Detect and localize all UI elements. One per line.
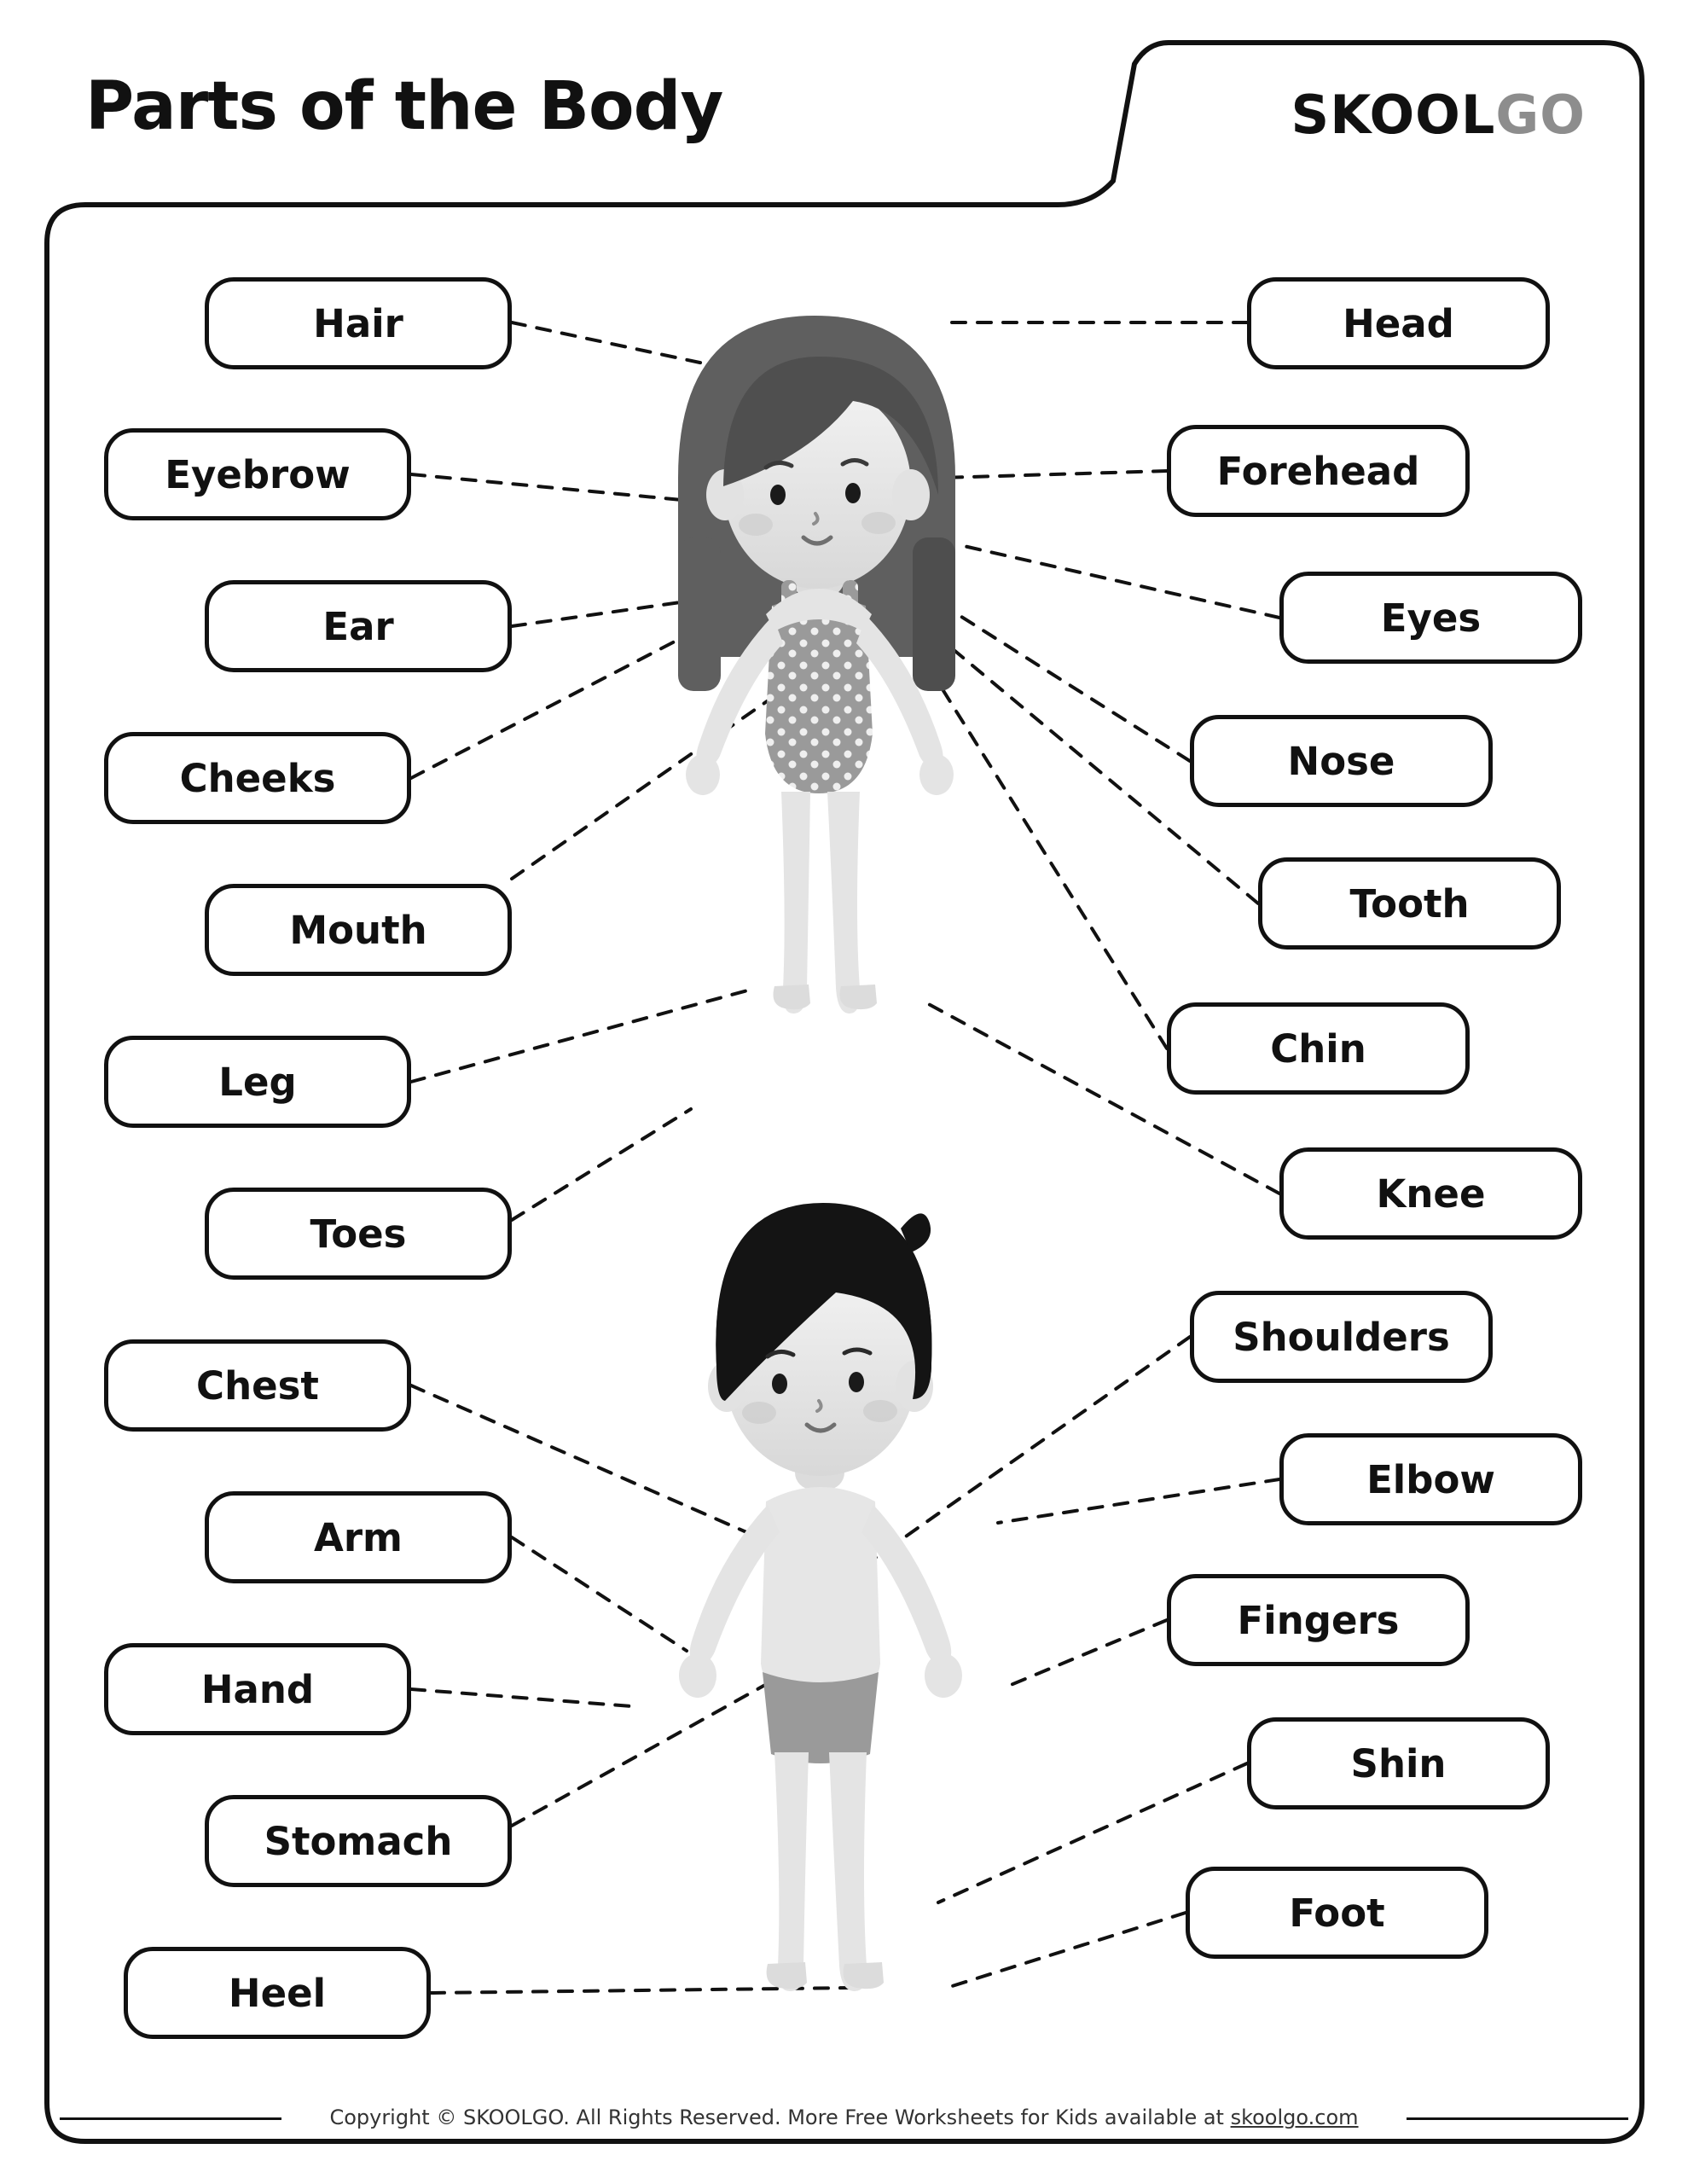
label-pill-text: Leg xyxy=(218,1059,297,1105)
brand-logo xyxy=(1291,84,1586,146)
label-pill-eyebrow[interactable] xyxy=(104,428,411,520)
label-pill-text: Elbow xyxy=(1366,1456,1495,1502)
label-pill-cheeks[interactable] xyxy=(104,732,411,824)
label-pill-text: Mouth xyxy=(289,907,427,953)
label-pill-hair[interactable] xyxy=(205,277,512,369)
footer-copyright xyxy=(0,2106,1688,2129)
brand-logo-part2: GO xyxy=(1495,84,1586,146)
label-pill-text: Chin xyxy=(1270,1025,1366,1072)
brand-logo-part1: SKOOL xyxy=(1291,84,1496,146)
footer-link[interactable]: skoolgo.com xyxy=(1230,2106,1359,2129)
label-pill-nose[interactable] xyxy=(1190,715,1493,807)
label-pill-chin[interactable] xyxy=(1167,1002,1470,1095)
label-pill-toes[interactable] xyxy=(205,1188,512,1280)
label-pill-forehead[interactable] xyxy=(1167,425,1470,517)
label-pill-text: Ear xyxy=(322,603,394,649)
label-pill-text: Eyes xyxy=(1380,595,1482,641)
label-pill-text: Cheeks xyxy=(179,755,336,801)
label-pill-text: Shin xyxy=(1350,1740,1447,1786)
label-pill-knee[interactable] xyxy=(1279,1147,1582,1240)
label-pill-text: Arm xyxy=(314,1514,403,1560)
label-pill-text: Forehead xyxy=(1216,448,1420,494)
label-pill-text: Head xyxy=(1343,300,1454,346)
label-pill-heel[interactable] xyxy=(124,1947,431,2039)
label-pill-shoulders[interactable] xyxy=(1190,1291,1493,1383)
label-pill-text: Nose xyxy=(1287,738,1395,784)
footer-text: Copyright © SKOOLGO. All Rights Reserved. More Free Worksheets for Kids available at xyxy=(329,2106,1231,2129)
label-pill-text: Fingers xyxy=(1237,1597,1400,1643)
label-pill-mouth[interactable] xyxy=(205,884,512,976)
label-pill-leg[interactable] xyxy=(104,1036,411,1128)
label-pill-head[interactable] xyxy=(1247,277,1550,369)
label-pill-text: Foot xyxy=(1289,1890,1385,1936)
label-pill-eyes[interactable] xyxy=(1279,572,1582,664)
label-pill-chest[interactable] xyxy=(104,1339,411,1432)
page-title: Parts of the Body xyxy=(85,68,723,145)
label-pill-hand[interactable] xyxy=(104,1643,411,1735)
label-pill-text: Knee xyxy=(1376,1170,1486,1217)
label-pill-text: Toes xyxy=(310,1211,407,1257)
label-pill-text: Hand xyxy=(200,1666,315,1712)
label-pill-text: Hair xyxy=(313,300,403,346)
label-pill-text: Shoulders xyxy=(1233,1314,1450,1360)
girl-figure xyxy=(597,282,1041,1109)
label-pill-foot[interactable] xyxy=(1186,1867,1488,1959)
label-pill-arm[interactable] xyxy=(205,1491,512,1583)
label-pill-text: Tooth xyxy=(1349,880,1470,926)
label-pill-tooth[interactable] xyxy=(1258,857,1561,950)
label-pill-ear[interactable] xyxy=(205,580,512,672)
label-pill-text: Heel xyxy=(228,1970,327,2016)
boy-figure xyxy=(597,1143,1041,2048)
label-pill-text: Stomach xyxy=(264,1818,453,1864)
label-pill-text: Chest xyxy=(196,1362,319,1409)
label-pill-stomach[interactable] xyxy=(205,1795,512,1887)
label-pill-text: Eyebrow xyxy=(165,451,351,497)
label-pill-shin[interactable] xyxy=(1247,1717,1550,1809)
label-pill-fingers[interactable] xyxy=(1167,1574,1470,1666)
label-pill-elbow[interactable] xyxy=(1279,1433,1582,1525)
